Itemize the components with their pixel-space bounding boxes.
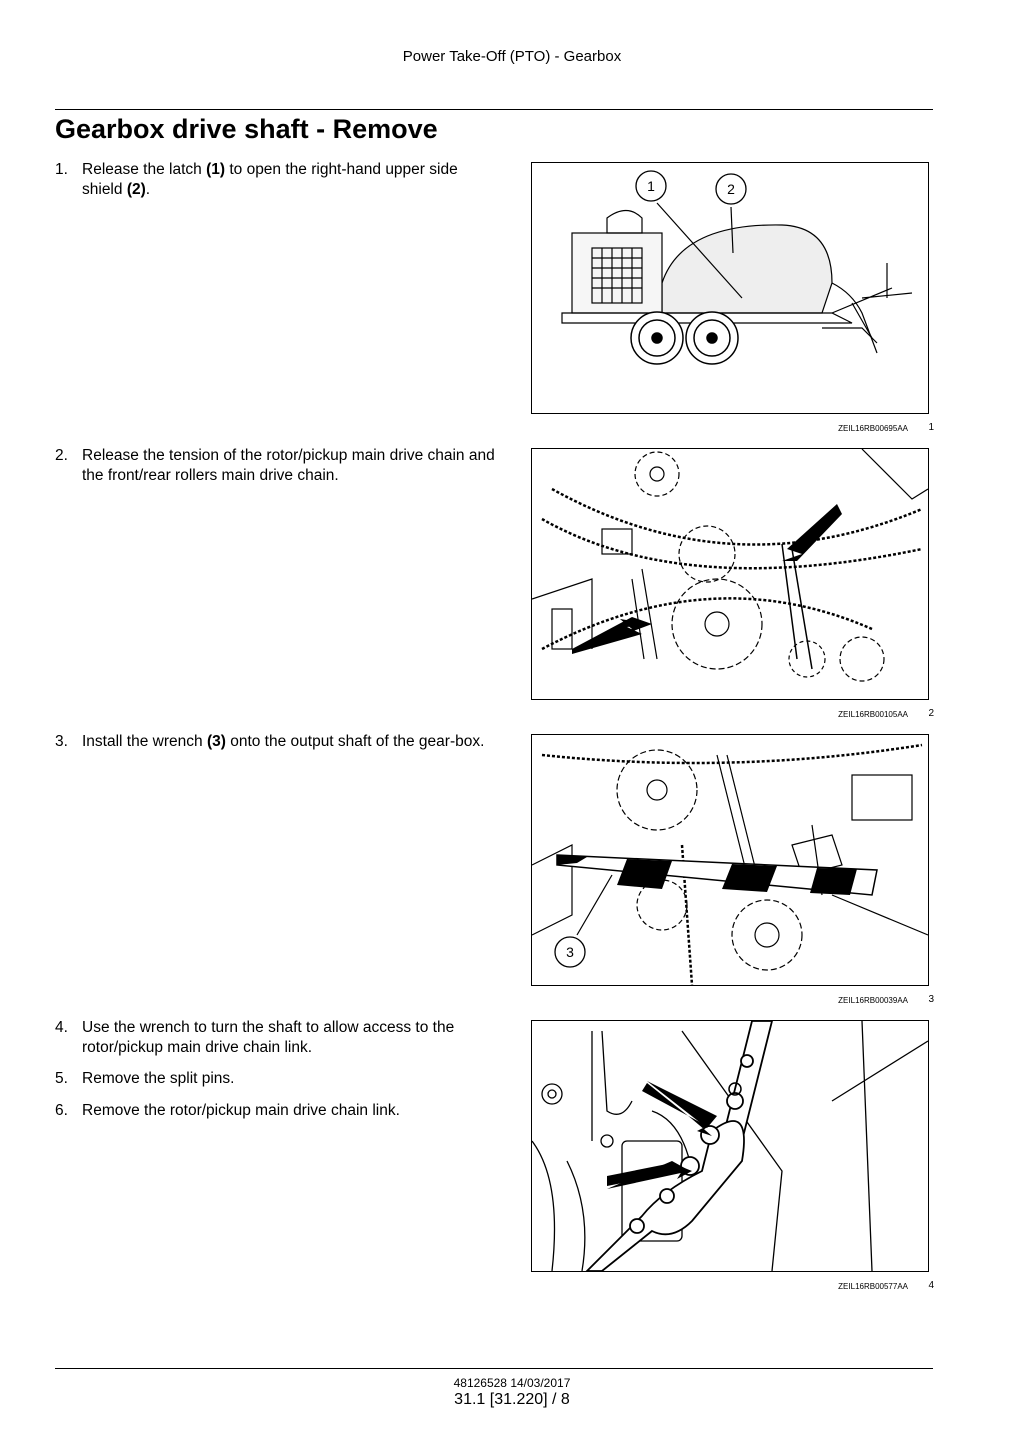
figure-3-wrench-installed bbox=[531, 734, 929, 986]
step-text: Remove the split pins. bbox=[82, 1070, 235, 1087]
callout-3-leader bbox=[577, 875, 612, 935]
figure-1-baler-side-view bbox=[531, 162, 929, 414]
figure-4-code: ZEIL16RB00577AA bbox=[838, 1282, 908, 1291]
drive-chain bbox=[587, 1021, 772, 1271]
step-text: Use the wrench to turn the shaft to allow access to the rotor/pickup main drive chain link. bbox=[82, 1019, 455, 1056]
step-6 bbox=[55, 1101, 500, 1121]
svg-text:3: 3 bbox=[566, 944, 574, 960]
figure-3-code: ZEIL16RB00039AA bbox=[838, 996, 908, 1005]
step-text: Install the wrench (3) onto the output shaft of the gear-box. bbox=[82, 733, 485, 750]
step-text: Release the latch (1) to open the right-hand upper side shield (2). bbox=[82, 161, 458, 198]
step-number: 4. bbox=[55, 1019, 68, 1036]
step-5 bbox=[55, 1069, 500, 1089]
figure-2-code: ZEIL16RB00105AA bbox=[838, 710, 908, 719]
step-number: 6. bbox=[55, 1102, 68, 1119]
step-1 bbox=[55, 160, 500, 200]
step-number: 3. bbox=[55, 733, 68, 750]
step-4 bbox=[55, 1018, 500, 1058]
callout-3 bbox=[555, 937, 585, 967]
callout-1 bbox=[636, 171, 666, 201]
running-header: Power Take-Off (PTO) - Gearbox bbox=[402, 48, 622, 65]
footer-doc-code: 48126528 14/03/2017 bbox=[453, 1376, 571, 1390]
step-number: 5. bbox=[55, 1070, 68, 1087]
step-text: Release the tension of the rotor/pickup main drive chain and the front/rear rollers main drive chain. bbox=[82, 447, 495, 484]
step-2 bbox=[55, 446, 500, 486]
footer-rule bbox=[55, 1368, 933, 1369]
figure-4-chain-link bbox=[531, 1020, 929, 1272]
chain-link-illustration bbox=[532, 1021, 928, 1271]
footer-page-number: 31.1 [31.220] / 8 bbox=[454, 1391, 570, 1408]
baler-illustration bbox=[532, 163, 928, 413]
svg-text:1: 1 bbox=[647, 178, 655, 194]
callout-2 bbox=[716, 174, 746, 204]
figure-2-number: 2 bbox=[928, 708, 934, 719]
figure-1-number: 1 bbox=[928, 422, 934, 433]
figure-2-drive-chains bbox=[531, 448, 929, 700]
figure-3-number: 3 bbox=[928, 994, 934, 1005]
step-number: 1. bbox=[55, 161, 68, 178]
step-text: Remove the rotor/pickup main drive chain link. bbox=[82, 1102, 400, 1119]
drive-chain-illustration bbox=[532, 449, 928, 699]
step-number: 2. bbox=[55, 447, 68, 464]
section-title: Gearbox drive shaft - Remove bbox=[55, 114, 438, 144]
figure-4-number: 4 bbox=[928, 1280, 934, 1291]
step-3 bbox=[55, 732, 500, 752]
wrench-illustration bbox=[532, 735, 928, 985]
header-rule bbox=[55, 109, 933, 110]
arrow-chain-tensioner-right bbox=[782, 504, 842, 561]
wrench-tool bbox=[557, 855, 877, 895]
svg-text:2: 2 bbox=[727, 181, 735, 197]
figure-1-code: ZEIL16RB00695AA bbox=[838, 424, 908, 433]
